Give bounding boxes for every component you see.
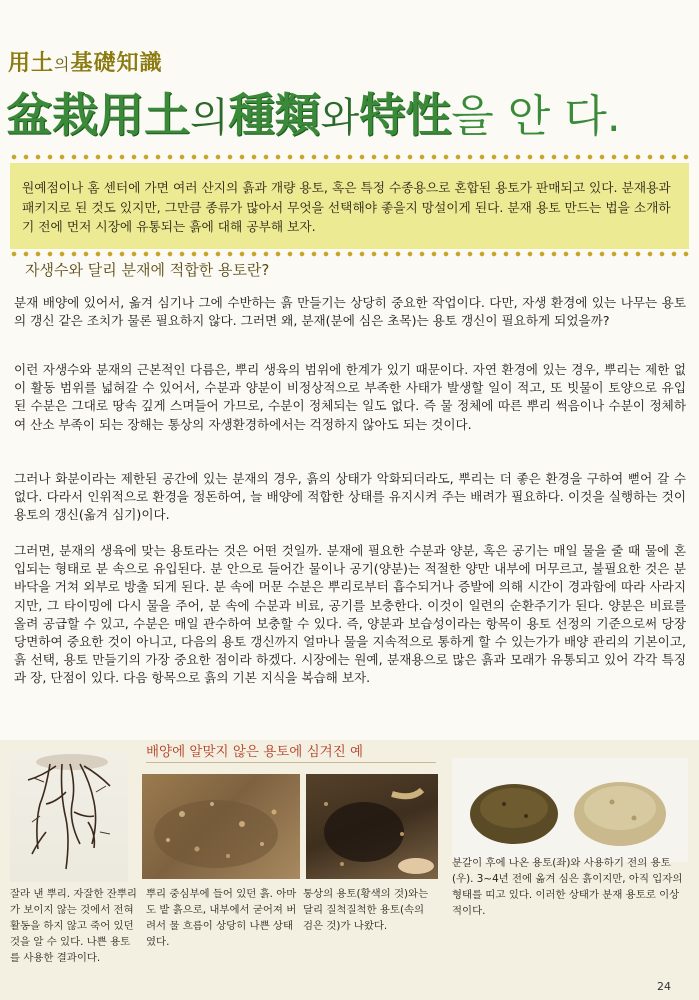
cut-roots-photo bbox=[10, 752, 128, 882]
caption-cut-roots: 잘라 낸 뿌리. 자잘한 잔뿌리가 보이지 않는 것에서 전혀 활동을 하지 않고 죽어 있던 것을 알 수 있다. 나쁜 용토를 사용한 결과이다. bbox=[10, 888, 137, 964]
dotted-border-bottom bbox=[8, 249, 689, 259]
section-kicker bbox=[8, 46, 163, 77]
title-part-b: 의 bbox=[190, 95, 229, 141]
body-paragraph-1: 분재 배양에 있어서, 옮겨 심기나 그에 수반하는 흙 만들기는 상당히 중요한 작업이다. 다만, 자생 환경에 있는 나무는 용토의 갱신 같은 조치가 물론 필요하지 않다. 그러면 왜, 분재(분에 심은 초목)는 용토 갱신이 필요하게 되었을까? bbox=[14, 295, 686, 329]
title-part-a: 盆栽用土 bbox=[6, 88, 190, 142]
figure-title-rule bbox=[146, 762, 436, 763]
title-part-e: 特性 bbox=[359, 88, 452, 142]
muddy-soil-photo bbox=[306, 774, 438, 879]
title-part-d: 와 bbox=[320, 95, 360, 141]
figure-title: 배양에 알맞지 않은 용토에 심겨진 예 bbox=[146, 744, 364, 760]
kicker-part-c: 基礎知識 bbox=[70, 51, 163, 76]
caption-muddy-soil: 통상의 용토(황색의 것)와는 달리 질척질척한 용토(속의 검은 것)가 나왔다. bbox=[303, 888, 429, 932]
compacted-soil-photo bbox=[142, 774, 300, 879]
caption-used-vs-new-soil: 분갈이 후에 나온 용토(좌)와 사용하기 전의 용토(우). 3~4년 전에 옮겨 심은 흙이지만, 아직 입자의 형태를 띠고 있다. 이러한 상태가 분재 용토로 이상적이다. bbox=[452, 857, 683, 917]
body-paragraph-4: 그러면, 분재의 생육에 맞는 용토라는 것은 어떤 것일까. 분재에 필요한 수분과 양분, 혹은 공기는 매일 물을 줄 때 물에 혼입되는 형태로 분 속으로 유입된다. 분 안으로 들어간 물이나 공기(양분)는 적절한 양만 내부에 머무르고, 불필요한 것은 분 바닥을 거쳐 외부로 방출 되게 된다. 분 속에 머문 수분은 뿌리로부터 흡수되거나 증발에 의해 시간이 경과함에 따라 사라지지만, 그 타이밍에 다시 물을 주어, 분 속에 수분과 비료, 공기를 보충한다. 이것이 일련의 순환주기가 된다. 양분은 비료를 올려 공급할 수 있고, 수분은 매일 관수하여 보충할 수 있다. 즉, 양분과 보습성이라는 항목이 용토 선정의 기준으로써 당장 당면하여 중요한 것이 아니고, 다음의 용토 갱신까지 얼마나 물을 지속적으로 통하게 할 수 있는가가 배양 관리의 기본이고, 흙 선택, 용토 만들기의 가장 중요한 점이라 하겠다. 시장에는 원예, 분재용으로 많은 흙과 모래가 유통되고 있어 각각 특징과 장, 단점이 있다. 다음 항목으로 흙의 기본 지식을 복습해 보자. bbox=[14, 543, 686, 686]
title-part-c: 種類 bbox=[228, 88, 321, 142]
body-paragraph-3: 그러나 화분이라는 제한된 공간에 있는 분재의 경우, 흙의 상태가 악화되더라도, 뿌리는 더 좋은 환경을 구하여 뻗어 갈 수 없다. 다라서 인위적으로 환경을 정돈하여, 늘 배양에 적합한 상태를 유지시켜 주는 배려가 필요하다. 이것을 실행하는 것이 용토의 갱신(옮겨 심기)이다. bbox=[14, 471, 686, 523]
kicker-part-a: 用土 bbox=[8, 51, 55, 76]
body-paragraph-2: 이런 자생수와 분재의 근본적인 다름은, 뿌리 생육의 범위에 한계가 있기 때문이다. 자연 환경에 있는 경우, 뿌리는 제한 없이 활동 범위를 넓혀갈 수 있어서, 수분과 양분이 비정상적으로 부족한 사태가 발생할 일이 적고, 또 빗물이 토양으로 유입된 수분은 그대로 땅속 깊게 스며들어 가므로, 수분이 정체되는 일도 없다. 즉 물 정체에 따른 뿌리 썩음이나 수분이 정체하여 산소 부족이 되는 장해는 통상의 자생환경하에서는 걱정하지 않아도 되는 것이다. bbox=[14, 362, 686, 432]
section-heading: 자생수와 달리 분재에 적합한 용토란? bbox=[25, 261, 270, 279]
kicker-part-b: 의 bbox=[54, 55, 71, 74]
dotted-border-top bbox=[8, 152, 689, 162]
title-part-f: 을 안 다. bbox=[451, 91, 621, 142]
page-title bbox=[6, 88, 621, 142]
caption-compacted-soil: 뿌리 중심부에 들어 있던 흙. 아마도 밭 흙으로, 내부에서 굳어져 버려서 물 흐름이 상당히 나쁜 상태였다. bbox=[146, 888, 297, 948]
intro-text: 원예점이나 홈 센터에 가면 여러 산지의 흙과 개량 용토, 혹은 특정 수종용으로 혼합된 용토가 판매되고 있다. 분재용과 패키지로 된 것도 있지만, 그만큼 종류가 많아서 무엇을 선택해야 좋을지 망설이게 된다. 분재 용토 만드는 법을 소개하기 전에 먼저 시장에 유통되는 흙에 대해 공부해 보자. bbox=[22, 180, 671, 234]
page-number: 24 bbox=[657, 980, 671, 993]
used-vs-new-soil-photo bbox=[452, 758, 688, 862]
